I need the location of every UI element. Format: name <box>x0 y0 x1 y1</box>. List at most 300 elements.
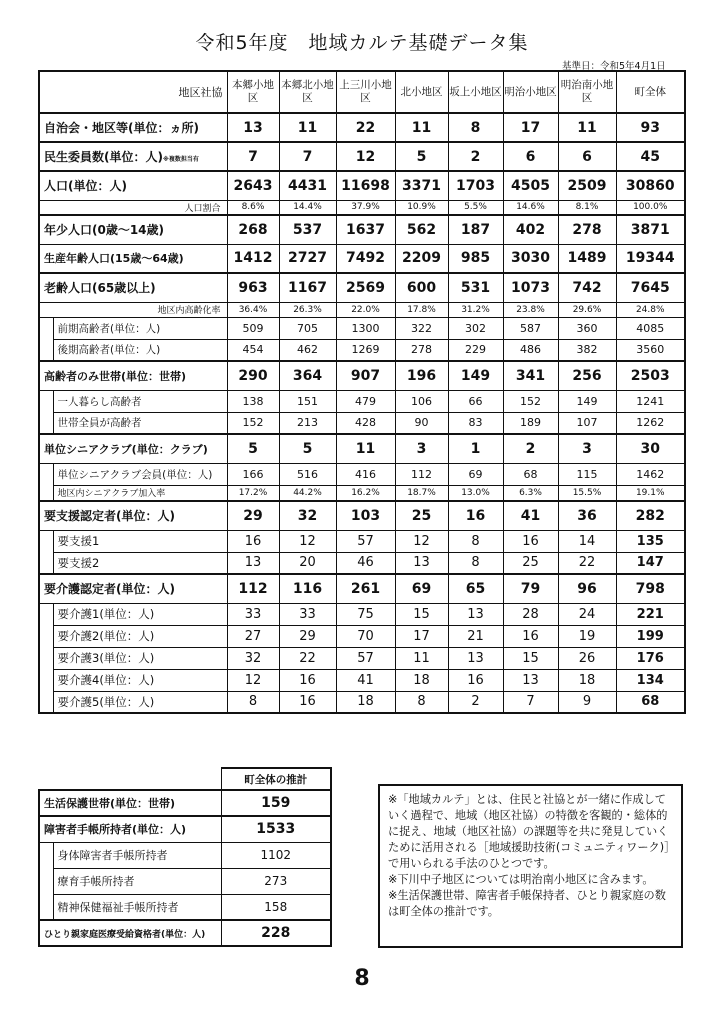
value-cell: 416 <box>336 463 395 485</box>
row-label: 要支援2 <box>53 552 227 574</box>
estimate-value: 1533 <box>221 816 331 842</box>
value-cell: 486 <box>503 339 558 361</box>
total-cell: 30860 <box>616 171 685 200</box>
note-item: ※「地域カルテ」とは、住民と社協とが一緒に作成していく過程で、地域（地区社協）の特徴を客観的・総体的に捉え、地域（地区社協）の課題等を共に発見していくために活用される［地域援助技術(コミュニティワーク)］で用いられる手法のひとつです。 <box>388 793 670 870</box>
value-cell: 65 <box>448 574 503 603</box>
row-label: 精神保健福祉手帳所持者 <box>53 894 221 920</box>
value-cell: 1412 <box>227 244 279 273</box>
value-cell: 90 <box>395 412 448 434</box>
value-cell: 13 <box>448 647 503 669</box>
value-cell: 36 <box>558 501 616 530</box>
value-cell: 364 <box>279 361 336 390</box>
col-header: 明治南小地区 <box>558 71 616 113</box>
indent-cell <box>39 339 53 361</box>
total-cell: 176 <box>616 647 685 669</box>
value-cell: 10.9% <box>395 200 448 215</box>
value-cell: 96 <box>558 574 616 603</box>
total-cell: 93 <box>616 113 685 142</box>
value-cell: 1 <box>448 434 503 463</box>
value-cell: 14.4% <box>279 200 336 215</box>
value-cell: 5 <box>227 434 279 463</box>
indent-cell <box>39 552 53 574</box>
value-cell: 907 <box>336 361 395 390</box>
value-cell: 16.2% <box>336 485 395 501</box>
row-note: ※複数担当有 <box>162 156 199 163</box>
total-cell: 282 <box>616 501 685 530</box>
value-cell: 428 <box>336 412 395 434</box>
value-cell: 14 <box>558 530 616 552</box>
value-cell: 268 <box>227 215 279 244</box>
value-cell: 7 <box>227 142 279 171</box>
value-cell: 66 <box>448 390 503 412</box>
value-cell: 18.7% <box>395 485 448 501</box>
value-cell: 22.0% <box>336 302 395 317</box>
value-cell: 8 <box>227 691 279 713</box>
value-cell: 22 <box>279 647 336 669</box>
value-cell: 985 <box>448 244 503 273</box>
indent-cell <box>39 894 53 920</box>
value-cell: 454 <box>227 339 279 361</box>
col-header: 坂上小地区 <box>448 71 503 113</box>
value-cell: 278 <box>558 215 616 244</box>
estimate-row <box>39 868 331 894</box>
base-date: 基準日：令和5年4月1日 <box>562 61 666 72</box>
value-cell: 68 <box>503 463 558 485</box>
header-row <box>39 71 685 113</box>
estimate-row <box>39 920 331 946</box>
value-cell: 20 <box>279 552 336 574</box>
table-row <box>39 530 685 552</box>
corner-cell: 地区社協 <box>39 71 227 113</box>
value-cell: 70 <box>336 625 395 647</box>
value-cell: 69 <box>448 463 503 485</box>
value-cell: 12 <box>279 530 336 552</box>
value-cell: 33 <box>279 603 336 625</box>
total-cell: 134 <box>616 669 685 691</box>
total-cell: 221 <box>616 603 685 625</box>
row-label: 要介護3(単位：人) <box>53 647 227 669</box>
total-cell: 798 <box>616 574 685 603</box>
value-cell: 6 <box>558 142 616 171</box>
table-row <box>39 339 685 361</box>
row-label: 身体障害者手帳所持者 <box>53 842 221 868</box>
value-cell: 21 <box>448 625 503 647</box>
table-row <box>39 244 685 273</box>
total-cell: 7645 <box>616 273 685 302</box>
note-item: ※生活保護世帯、障害者手帳保持者、ひとり親家庭の数は町全体の推計です。 <box>388 889 666 918</box>
value-cell: 17.8% <box>395 302 448 317</box>
value-cell: 8 <box>448 552 503 574</box>
table-row <box>39 302 685 317</box>
value-cell: 46 <box>336 552 395 574</box>
table-row <box>39 273 685 302</box>
value-cell: 479 <box>336 390 395 412</box>
value-cell: 138 <box>227 390 279 412</box>
value-cell: 18 <box>336 691 395 713</box>
value-cell: 6.3% <box>503 485 558 501</box>
value-cell: 13 <box>395 552 448 574</box>
value-cell: 17 <box>395 625 448 647</box>
value-cell: 29 <box>279 625 336 647</box>
estimate-table <box>38 767 332 947</box>
row-label: ひとり親家庭医療受給資格者(単位：人) <box>39 920 221 946</box>
indent-cell <box>39 868 53 894</box>
indent-cell <box>39 463 53 485</box>
value-cell: 18 <box>558 669 616 691</box>
indent-cell <box>39 530 53 552</box>
value-cell: 5 <box>395 142 448 171</box>
value-cell: 57 <box>336 647 395 669</box>
value-cell: 2 <box>503 434 558 463</box>
table-row <box>39 669 685 691</box>
estimate-header: 町全体の推計 <box>221 768 331 790</box>
value-cell: 152 <box>227 412 279 434</box>
table-row <box>39 361 685 390</box>
value-cell: 8 <box>395 691 448 713</box>
value-cell: 1300 <box>336 317 395 339</box>
value-cell: 3 <box>558 434 616 463</box>
table-row <box>39 142 685 171</box>
value-cell: 27 <box>227 625 279 647</box>
value-cell: 16 <box>227 530 279 552</box>
value-cell: 261 <box>336 574 395 603</box>
row-label: 要支援認定者(単位：人) <box>39 501 227 530</box>
value-cell: 18 <box>395 669 448 691</box>
value-cell: 16 <box>448 501 503 530</box>
table-row <box>39 501 685 530</box>
estimate-row <box>39 816 331 842</box>
value-cell: 742 <box>558 273 616 302</box>
page-number: 8 <box>354 966 370 991</box>
col-header: 本郷北小地区 <box>279 71 336 113</box>
value-cell: 12 <box>395 530 448 552</box>
estimate-row <box>39 894 331 920</box>
value-cell: 402 <box>503 215 558 244</box>
value-cell: 29.6% <box>558 302 616 317</box>
value-cell: 16 <box>503 625 558 647</box>
value-cell: 16 <box>279 691 336 713</box>
value-cell: 322 <box>395 317 448 339</box>
value-cell: 115 <box>558 463 616 485</box>
value-cell: 37.9% <box>336 200 395 215</box>
row-label-text: 民生委員数(単位：人) <box>44 150 163 164</box>
total-cell: 1262 <box>616 412 685 434</box>
value-cell: 107 <box>558 412 616 434</box>
value-cell: 3030 <box>503 244 558 273</box>
value-cell: 33 <box>227 603 279 625</box>
value-cell: 79 <box>503 574 558 603</box>
row-label: 要支援1 <box>53 530 227 552</box>
value-cell: 705 <box>279 317 336 339</box>
value-cell: 22 <box>558 552 616 574</box>
value-cell: 509 <box>227 317 279 339</box>
value-cell: 3371 <box>395 171 448 200</box>
value-cell: 2643 <box>227 171 279 200</box>
table-row <box>39 647 685 669</box>
row-label: 人口割合 <box>39 200 227 215</box>
value-cell: 15 <box>395 603 448 625</box>
total-cell: 19344 <box>616 244 685 273</box>
value-cell: 106 <box>395 390 448 412</box>
value-cell: 2209 <box>395 244 448 273</box>
row-label: 障害者手帳所持者(単位：人) <box>39 816 221 842</box>
value-cell: 290 <box>227 361 279 390</box>
value-cell: 537 <box>279 215 336 244</box>
row-label: 世帯全員が高齢者 <box>53 412 227 434</box>
total-cell: 2503 <box>616 361 685 390</box>
table-row <box>39 317 685 339</box>
value-cell: 103 <box>336 501 395 530</box>
row-label: 年少人口(0歳～14歳) <box>39 215 227 244</box>
row-label: 前期高齢者(単位：人) <box>53 317 227 339</box>
row-label: 要介護5(単位：人) <box>53 691 227 713</box>
value-cell: 112 <box>227 574 279 603</box>
value-cell: 8 <box>448 530 503 552</box>
value-cell: 562 <box>395 215 448 244</box>
indent-cell <box>39 691 53 713</box>
table-row <box>39 390 685 412</box>
value-cell: 149 <box>558 390 616 412</box>
value-cell: 116 <box>279 574 336 603</box>
value-cell: 196 <box>395 361 448 390</box>
value-cell: 13 <box>227 552 279 574</box>
value-cell: 69 <box>395 574 448 603</box>
estimate-header-row <box>39 768 331 790</box>
value-cell: 256 <box>558 361 616 390</box>
col-header: 本郷小地区 <box>227 71 279 113</box>
row-label: 要介護1(単位：人) <box>53 603 227 625</box>
value-cell: 17 <box>503 113 558 142</box>
indent-cell <box>39 412 53 434</box>
value-cell: 26 <box>558 647 616 669</box>
value-cell: 29 <box>227 501 279 530</box>
table-row <box>39 412 685 434</box>
value-cell: 15.5% <box>558 485 616 501</box>
row-label: 生産年齢人口(15歳～64歳) <box>39 244 227 273</box>
table-row <box>39 463 685 485</box>
value-cell: 187 <box>448 215 503 244</box>
value-cell: 32 <box>227 647 279 669</box>
row-label: 人口(単位：人) <box>39 171 227 200</box>
total-cell: 68 <box>616 691 685 713</box>
value-cell: 302 <box>448 317 503 339</box>
table-row <box>39 200 685 215</box>
table-row <box>39 552 685 574</box>
total-cell: 1241 <box>616 390 685 412</box>
value-cell: 1703 <box>448 171 503 200</box>
value-cell: 26.3% <box>279 302 336 317</box>
total-cell: 19.1% <box>616 485 685 501</box>
value-cell: 2 <box>448 691 503 713</box>
total-cell: 147 <box>616 552 685 574</box>
value-cell: 1167 <box>279 273 336 302</box>
total-cell: 100.0% <box>616 200 685 215</box>
value-cell: 112 <box>395 463 448 485</box>
value-cell: 9 <box>558 691 616 713</box>
value-cell: 16 <box>279 669 336 691</box>
total-cell: 3871 <box>616 215 685 244</box>
value-cell: 41 <box>336 669 395 691</box>
estimate-value: 1102 <box>221 842 331 868</box>
indent-cell <box>39 647 53 669</box>
value-cell: 166 <box>227 463 279 485</box>
table-row <box>39 485 685 501</box>
table-row <box>39 603 685 625</box>
value-cell: 2509 <box>558 171 616 200</box>
row-label: 地区内高齢化率 <box>39 302 227 317</box>
value-cell: 11 <box>395 647 448 669</box>
col-header: 町全体 <box>616 71 685 113</box>
value-cell: 13.0% <box>448 485 503 501</box>
value-cell: 11 <box>279 113 336 142</box>
table-row <box>39 113 685 142</box>
total-cell: 3560 <box>616 339 685 361</box>
row-label: 自治会・地区等(単位：ヵ所) <box>39 113 227 142</box>
indent-cell <box>39 842 53 868</box>
value-cell: 462 <box>279 339 336 361</box>
row-label: 単位シニアクラブ(単位：クラブ) <box>39 434 227 463</box>
indent-cell <box>39 390 53 412</box>
estimate-row <box>39 790 331 816</box>
value-cell: 11 <box>395 113 448 142</box>
value-cell: 16 <box>448 669 503 691</box>
indent-cell <box>39 669 53 691</box>
indent-cell <box>39 625 53 647</box>
value-cell: 2727 <box>279 244 336 273</box>
value-cell: 4505 <box>503 171 558 200</box>
value-cell: 17.2% <box>227 485 279 501</box>
value-cell: 22 <box>336 113 395 142</box>
value-cell: 16 <box>503 530 558 552</box>
row-label: 要介護4(単位：人) <box>53 669 227 691</box>
indent-cell <box>39 317 53 339</box>
row-label <box>39 142 227 171</box>
value-cell: 151 <box>279 390 336 412</box>
row-label: 療育手帳所持者 <box>53 868 221 894</box>
total-cell: 45 <box>616 142 685 171</box>
estimate-value: 158 <box>221 894 331 920</box>
value-cell: 24 <box>558 603 616 625</box>
row-label: 要介護2(単位：人) <box>53 625 227 647</box>
total-cell: 30 <box>616 434 685 463</box>
notes-box <box>378 784 683 948</box>
value-cell: 587 <box>503 317 558 339</box>
value-cell: 341 <box>503 361 558 390</box>
value-cell: 32 <box>279 501 336 530</box>
value-cell: 13 <box>227 113 279 142</box>
row-label: 生活保護世帯(単位：世帯) <box>39 790 221 816</box>
value-cell: 3 <box>395 434 448 463</box>
table-row <box>39 434 685 463</box>
value-cell: 4431 <box>279 171 336 200</box>
value-cell: 14.6% <box>503 200 558 215</box>
value-cell: 152 <box>503 390 558 412</box>
value-cell: 8.1% <box>558 200 616 215</box>
total-cell: 135 <box>616 530 685 552</box>
total-cell: 1462 <box>616 463 685 485</box>
row-label: 単位シニアクラブ会員(単位：人) <box>53 463 227 485</box>
value-cell: 278 <box>395 339 448 361</box>
value-cell: 13 <box>503 669 558 691</box>
value-cell: 83 <box>448 412 503 434</box>
table-row <box>39 171 685 200</box>
col-header: 明治小地区 <box>503 71 558 113</box>
value-cell: 12 <box>227 669 279 691</box>
value-cell: 531 <box>448 273 503 302</box>
total-cell: 4085 <box>616 317 685 339</box>
value-cell: 12 <box>336 142 395 171</box>
value-cell: 360 <box>558 317 616 339</box>
value-cell: 229 <box>448 339 503 361</box>
value-cell: 25 <box>395 501 448 530</box>
value-cell: 15 <box>503 647 558 669</box>
value-cell: 44.2% <box>279 485 336 501</box>
estimate-value: 273 <box>221 868 331 894</box>
value-cell: 75 <box>336 603 395 625</box>
value-cell: 600 <box>395 273 448 302</box>
value-cell: 1489 <box>558 244 616 273</box>
value-cell: 11 <box>558 113 616 142</box>
estimate-value: 228 <box>221 920 331 946</box>
value-cell: 8 <box>448 113 503 142</box>
value-cell: 1637 <box>336 215 395 244</box>
value-cell: 8.6% <box>227 200 279 215</box>
row-label: 老齢人口(65歳以上) <box>39 273 227 302</box>
value-cell: 36.4% <box>227 302 279 317</box>
note-item: ※下川中子地区については明治南小地区に含みます。 <box>388 873 654 886</box>
value-cell: 11 <box>336 434 395 463</box>
indent-cell <box>39 603 53 625</box>
value-cell: 2569 <box>336 273 395 302</box>
row-label: 要介護認定者(単位：人) <box>39 574 227 603</box>
value-cell: 11698 <box>336 171 395 200</box>
value-cell: 31.2% <box>448 302 503 317</box>
value-cell: 41 <box>503 501 558 530</box>
main-data-table <box>38 70 686 714</box>
value-cell: 213 <box>279 412 336 434</box>
table-row <box>39 215 685 244</box>
total-cell: 199 <box>616 625 685 647</box>
estimate-row <box>39 842 331 868</box>
value-cell: 1269 <box>336 339 395 361</box>
table-row <box>39 574 685 603</box>
row-label: 地区内シニアクラブ加入率 <box>53 485 227 501</box>
estimate-value: 159 <box>221 790 331 816</box>
page-title: 令和5年度 地域カルテ基礎データ集 <box>195 32 529 54</box>
value-cell: 5.5% <box>448 200 503 215</box>
value-cell: 5 <box>279 434 336 463</box>
value-cell: 149 <box>448 361 503 390</box>
table-row <box>39 691 685 713</box>
value-cell: 1073 <box>503 273 558 302</box>
indent-cell <box>39 485 53 501</box>
value-cell: 189 <box>503 412 558 434</box>
value-cell: 7 <box>279 142 336 171</box>
value-cell: 2 <box>448 142 503 171</box>
value-cell: 382 <box>558 339 616 361</box>
row-label: 高齢者のみ世帯(単位：世帯) <box>39 361 227 390</box>
row-label: 一人暮らし高齢者 <box>53 390 227 412</box>
value-cell: 19 <box>558 625 616 647</box>
value-cell: 23.8% <box>503 302 558 317</box>
value-cell: 6 <box>503 142 558 171</box>
total-cell: 24.8% <box>616 302 685 317</box>
value-cell: 7492 <box>336 244 395 273</box>
value-cell: 57 <box>336 530 395 552</box>
value-cell: 7 <box>503 691 558 713</box>
blank-cell <box>39 768 221 790</box>
table-row <box>39 625 685 647</box>
